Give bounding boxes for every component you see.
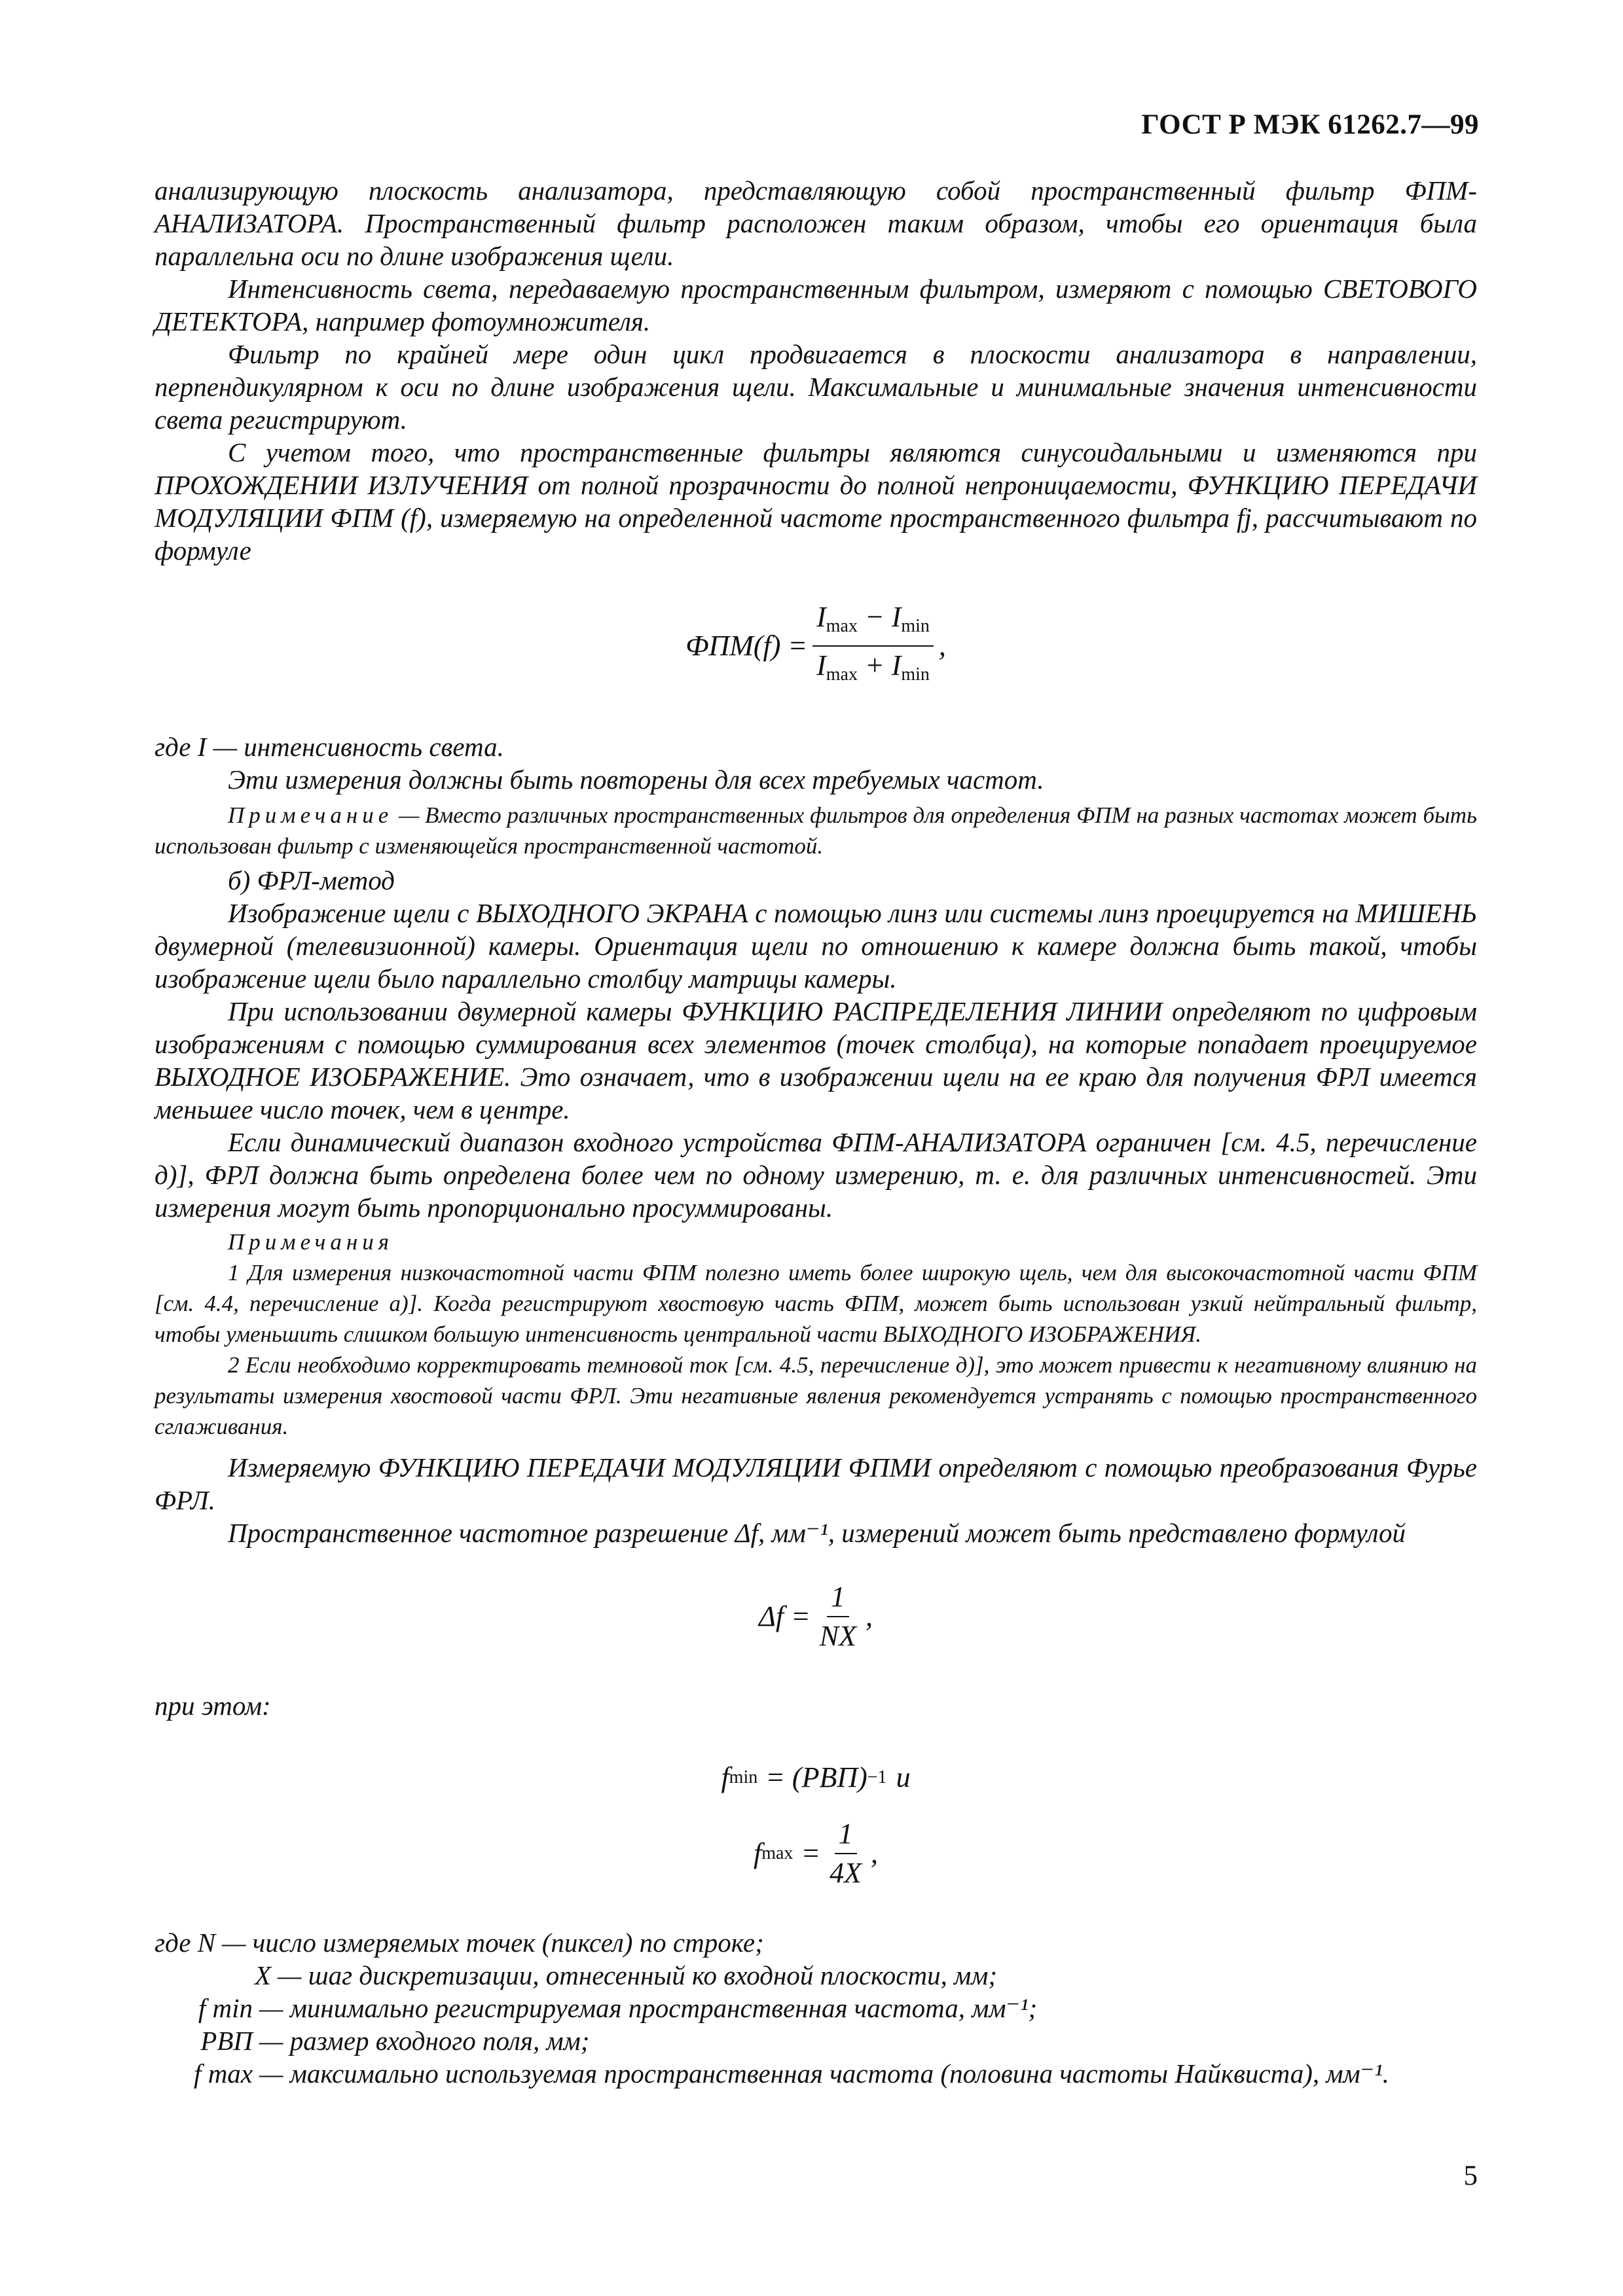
- paragraph-lsf-determination: При использовании двумерной камеры ФУНКЦИЮ РАСПРЕДЕЛЕНИЯ ЛИНИИ определяют по цифровым изображениям с помощью суммирования всех элементов (точек столбца), на которые попадает проецируемое ВЫХОДНОЕ ИЗОБРАЖЕНИЕ. Это означает, что в изображении щели на ее краю для получения ФРЛ имеется меньшее число точек, чем в центре.: [155, 996, 1477, 1124]
- legend-symbol: f min: [198, 1993, 253, 2023]
- denominator-min-sub: min: [901, 664, 930, 685]
- page-number: 5: [1463, 2161, 1478, 2191]
- numerator-minus: −: [865, 601, 884, 633]
- numerator-min-sub: min: [901, 616, 930, 636]
- formula-delta-f-lhs: Δf =: [759, 1600, 811, 1632]
- legend-row: [155, 2057, 1477, 2090]
- paragraph-mtf-formula-intro: С учетом того, что пространственные фильтры являются синусоидальными и изменяются при ПРОХОЖДЕНИИ ИЗЛУЧЕНИЯ от полной прозрачности до полной непроницаемости, ФУНКЦИЮ ПЕРЕДАЧИ МОДУЛЯЦИИ ФПМ (f), измеряемую на определенной частоте пространственного фильтра fj, рассчитывают по формуле: [155, 437, 1477, 565]
- formula-mtf-comma: ,: [938, 630, 946, 662]
- legend-text: — число измеряемых точек (пиксел) по строке;: [222, 1928, 764, 1958]
- formula-f-max: [155, 1818, 1477, 1890]
- legend-symbol: f max: [194, 2058, 253, 2089]
- legend-symbol: где N: [155, 1928, 216, 1958]
- formula-f-min-and: и: [896, 1761, 911, 1793]
- formula-f-max-sub: max: [761, 1843, 793, 1863]
- denominator-i-min: I: [891, 649, 902, 681]
- formula-f-max-eq: =: [801, 1837, 821, 1869]
- numerator-i-min: I: [891, 601, 902, 633]
- paragraph-fourier: Измеряемую ФУНКЦИЮ ПЕРЕДАЧИ МОДУЛЯЦИИ ФПМИ определяют с помощью преобразования Фурье ФРЛ.: [155, 1452, 1477, 1515]
- numerator-max-sub: max: [826, 616, 858, 636]
- legend-symbol: X: [254, 1960, 271, 1990]
- formula-mtf-numerator: [812, 601, 934, 647]
- formula-delta-f-comma: ,: [865, 1600, 873, 1632]
- note-label: Примечание: [228, 802, 393, 828]
- formula-delta-f: [155, 1581, 1477, 1653]
- page-body: [155, 174, 1477, 2090]
- legend-text: — шаг дискретизации, отнесенный ко входной плоскости, мм;: [278, 1960, 998, 1990]
- legend-row: [155, 2024, 1477, 2057]
- formula-f-max-symbol: f: [753, 1837, 762, 1869]
- formula-f-min: [155, 1761, 1477, 1794]
- legend-text: — минимально регистрируемая пространственная частота, мм⁻¹;: [259, 1993, 1038, 2023]
- paragraph-slit-projection: Изображение щели с ВЫХОДНОГО ЭКРАНА с помощью линз или системы линз проецируется на МИШЕНЬ двумерной (телевизионной) камеры. Ориентация щели по отношению к камере должна быть такой, чтобы изображение щели было параллельно столбцу матрицы камеры.: [155, 898, 1477, 994]
- formula-f-max-comma: ,: [871, 1837, 879, 1869]
- formula-delta-f-denominator: NX: [819, 1620, 856, 1652]
- legend-text: — размер входного поля, мм;: [259, 2026, 590, 2056]
- paragraph-where-i: где I — интенсивность света.: [155, 732, 504, 762]
- legend-text: — максимально используемая пространственная частота (половина частоты Найквиста), мм⁻¹.: [259, 2058, 1389, 2089]
- section-heading-lsf-method: б) ФРЛ-метод: [228, 865, 395, 895]
- paragraph-frequency-resolution: Пространственное частотное разрешение Δf, мм⁻¹, измерений может быть представлено формулой: [228, 1518, 1406, 1548]
- formula-f-max-denominator: 4X: [830, 1857, 862, 1889]
- numerator-i-max: I: [816, 601, 826, 633]
- paragraph-dynamic-range: Если динамический диапазон входного устройства ФПМ-АНАЛИЗАТОРА ограничен [см. 4.5, перечисление д)], ФРЛ должна быть определена более чем по одному измерению, т. е. для различных интенсивностей. Эти измерения могут быть пропорционально просуммированы.: [155, 1127, 1477, 1223]
- notes-label: Примечания: [228, 1229, 394, 1255]
- denominator-max-sub: max: [826, 664, 858, 685]
- formula-f-max-numerator: 1: [835, 1818, 857, 1854]
- document-header: ГОСТ Р МЭК 61262.7—99: [1141, 109, 1479, 140]
- paragraph-filter-intro: анализирующую плоскость анализатора, представляющую собой пространственный фильтр ФПМ-АНАЛИЗАТОРА. Пространственный фильтр расположен таким образом, чтобы его ориентация была параллельна оси по длине изображения щели.: [155, 175, 1477, 271]
- formula-f-min-symbol: f: [721, 1761, 729, 1793]
- legend-row: [155, 1992, 1477, 2024]
- note-text: — Вместо различных пространственных фильтров для определения ФПМ на разных частотах может быть использован фильтр с изменяющейся пространственной частотой.: [155, 802, 1477, 859]
- paragraph-in-this-case: при этом:: [155, 1691, 271, 1721]
- formula-mtf-fraction: [812, 601, 934, 691]
- symbol-legend: [155, 1926, 1477, 2090]
- denominator-plus: +: [865, 649, 884, 681]
- paragraph-repeat-measurements: Эти измерения должны быть повторены для всех требуемых частот.: [228, 764, 1044, 795]
- paragraph-filter-cycle: Фильтр по крайней мере один цикл продвигается в плоскости анализатора в направлении, перпендикулярном к оси по длине изображения щели. Максимальные и минимальные значения интенсивности света регистрируют.: [155, 339, 1477, 435]
- formula-f-max-fraction: [826, 1818, 866, 1890]
- formula-mtf-denominator: [812, 647, 934, 691]
- paragraph-light-intensity: Интенсивность света, передаваемую пространственным фильтром, измеряют с помощью СВЕТОВОГО ДЕТЕКТОРА, например фотоумножителя.: [155, 274, 1477, 336]
- note-low-frequency: 1 Для измерения низкочастотной части ФПМ полезно иметь более широкую щель, чем для высокочастотной части ФПМ [см. 4.4, перечисление а)]. Когда регистрируют хвостовую часть ФПМ, может быть использован узкий нейтральный фильтр, чтобы уменьшить слишком большую интенсивность центральной части ВЫХОДНОГО ИЗОБРАЖЕНИЯ.: [155, 1260, 1477, 1347]
- legend-row: [155, 1926, 1477, 1959]
- formula-f-min-rhs: = (РВП): [765, 1761, 867, 1793]
- formula-f-min-sub: min: [729, 1767, 758, 1787]
- formula-f-min-sup: −1: [867, 1767, 887, 1787]
- formula-mtf: [155, 601, 1477, 691]
- formula-delta-f-numerator: 1: [827, 1581, 849, 1617]
- formula-mtf-lhs: ФПМ(f) =: [685, 630, 808, 662]
- legend-row: [155, 1959, 1477, 1992]
- formula-delta-f-fraction: [816, 1581, 860, 1653]
- legend-symbol: РВП: [200, 2026, 253, 2056]
- note-filter-variable: [155, 800, 1477, 861]
- denominator-i-max: I: [816, 649, 826, 681]
- note-dark-current: 2 Если необходимо корректировать темновой ток [см. 4.5, перечисление д)], это может привести к негативному влиянию на результаты измерения хвостовой части ФРЛ. Эти негативные явления рекомендуется устранять с помощью пространственного сглаживания.: [155, 1352, 1477, 1439]
